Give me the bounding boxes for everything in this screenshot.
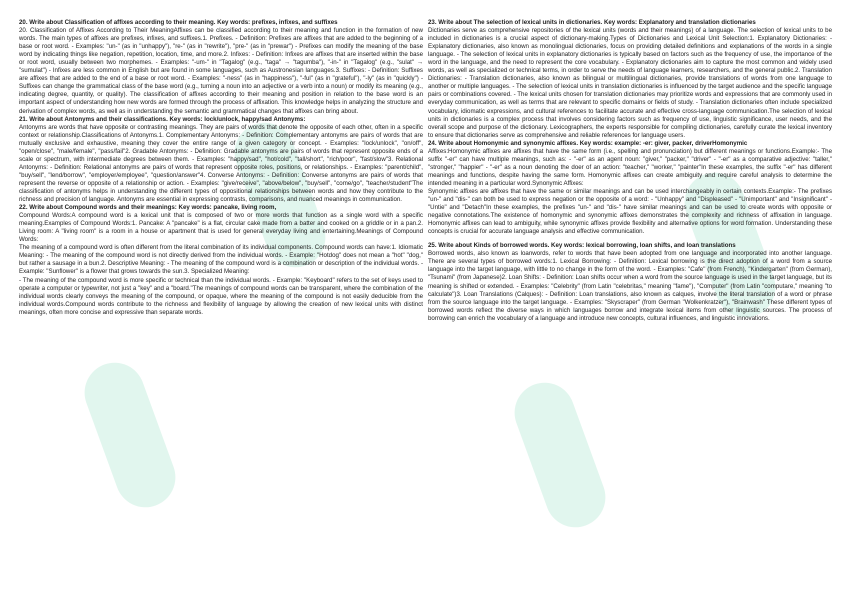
section-body: 20. Classification of Affixes According to Their MeaningAffixes can be classified according to their meaning and function in the formation of new words. The main types of affixes are prefixes, infixes, and suffixes.1. Prefixes. - Definition: Prefixes are affixes that are added to the beginning of a base or root word. - Examples: "un-" (as in "unhappy"), "re-" (as in "rewrite"), "pre-" (as in "prewar") - Prefixes can modify the meaning of the base word by indicating things like negation, repetition, location, time, and more.2. Infixes: - Definition: Infixes are affixes that are inserted within the base or root word, usually between two morphemes. - Examples: "-um-" in "Tagalog" (e.g., "taga" → "tagumba"), "-in-" in "Tagalog" (e.g., "sulat" → "sumulat") - Infixes are less common in English but are found in some languages, such as Austronesian languages.3. Suffixes: - Definition: Suffixes are affixes that are added to the end of a base or root word. - Examples: "-ness" (as in "happiness"), "-ful" (as in "grateful"), "-ly" (as in "quickly") - Suffixes can change the grammatical class of the base word (e.g., turning a noun into an adjective or a verb into a noun) or modify its meaning (e.g., indicating degree, quantity, or quality). The classification of affixes according to their meaning and position in relation to the base word is an important aspect of understanding how new words are formed through the process of affixation. This knowledge helps in analyzing the structure and derivation of complex words, as well as in understanding the semantic and grammatical changes that affixes can bring about.: [19, 27, 423, 115]
section-body: Affixes:Homonymic affixes are affixes that have the same form (i.e., spelling and pronunciation) but different meanings or functions.Example:- The suffix "-er" can have multiple meanings, such as: - "-er" as an agent noun: "giver," "packer," "driver" - "-er" as a comparative adjective: "taller," "stronger," "happier" - "-er" as a noun denoting the doer of an action: "teacher," "worker," "painter"In these examples, the suffix "-er" has different meanings and functions, despite having the same form. Homonymic affixes can create ambiguity and require careful analysis to determine the intended meaning in a particular word.Synonymic Affixes: Synonymic affixes are affixes that have the same or similar meanings and can be used interchangeably in certain contexts.Example:- The prefixes "un-" and "dis-" can both be used to express negation or the opposite of a word: - "Unhappy" and "Displeased" - "Unimportant" and "Insignificant" - "Untie" and "Detach"In these examples, the prefixes "un-" and "dis-" have similar meanings and can be used to create words with opposite or negative connotations.The existence of homonymic and synonymic affixes demonstrates the complexity and richness of affixation in language. Homonymic affixes can lead to ambiguity, while synonymic affixes provide flexibility and alternative options for word formation. Understanding these concepts is crucial for accurate language analysis and effective communication.: [428, 147, 832, 236]
section-heading: 21. Write about Antonyms and their classifications. Key words: lock/unlock, happy/sad Antonyms:: [19, 115, 306, 123]
left-column: [19, 19, 423, 317]
section-body: Dictionaries serve as comprehensive repositories of the lexical units (words and their meanings) of a language. The selection of lexical units to be included in dictionaries is a crucial aspect of dictionary-making.Types of Dictionaries and Lexical Unit Selection:1. Explanatory Dictionaries: - Explanatory dictionaries, also known as monolingual dictionaries, focus on providing detailed definitions and explanations of the words in a single language. - The selection of lexical units in explanatory dictionaries is typically based on factors such as the frequency of use, the importance of the word in the language, and the need to represent the core vocabulary. - Explanatory dictionaries aim to capture the most common and widely used words, as well as specialized or technical terms, in order to serve the needs of language learners, researchers, and the general public.2. Translation Dictionaries: - Translation dictionaries, also known as bilingual or multilingual dictionaries, provide translations of words from one language to another or multiple languages. - The selection of lexical units in translation dictionaries is influenced by the target audience and the specific language pairs or combinations covered. - The lexical units chosen for translation dictionaries may prioritize words and expressions that are commonly used in everyday communication, as well as terms that are relevant to specific domains or fields of study. - Translation dictionaries often include specialized vocabulary, idiomatic expressions, and cultural references to facilitate accurate and effective cross-language communication.The selection of lexical units in dictionaries is a complex process that involves considering factors such as frequency of use, linguistic significance, user needs, and the overall scope and purpose of the dictionary. Lexicographers, the experts responsible for compiling dictionaries, carefully curate the lexical inventory to ensure that dictionaries serve as comprehensive and reliable references for language users.: [428, 27, 832, 139]
section-22: [19, 204, 423, 317]
section-24: [428, 140, 832, 237]
section-21: [19, 116, 423, 205]
section-body: Compound Words:A compound word is a lexical unit that is composed of two or more words that function as a single word with a specific meaning.Examples of Compound Words:1. Pancake: A "pancake" is a flat, circular cake made from a batter and cooked on a griddle or in a pan.2. Living room: A "living room" is a room in a house or apartment that is used for general everyday living and entertaining.Meanings of Compound Words: The meaning of a compound word is often different from the literal combination of its individual components. Compound words can have:1. Idiomatic Meaning: - The meaning of the compound word is not directly derived from the individual words. - Example: "Hotdog" does not mean a "hot" "dog," but rather a sausage in a bun.2. Descriptive Meaning: - The meaning of the compound word is a combination or description of the individual words. - Example: "Sunflower" is a flower that grows towards the sun.3. Specialized Meaning: - The meaning of the compound word is more specific or technical than the individual words. - Example: "Keyboard" refers to the set of keys used to operate a computer or typewriter, not just a "key" and a "board."The meanings of compound words can be transparent, where the combination of the individual words clearly conveys the meaning of the compound, or opaque, where the meaning of the compound is not easily deducible from the individual words.Compound words contribute to the richness and flexibility of language by allowing the creation of new lexical units with distinct meanings, often more concise and expressive than separate words.: [19, 212, 423, 316]
section-heading: 25. Write about Kinds of borrowed words. Key words: lexical borrowing, loan shifts, and loan translations: [428, 242, 736, 250]
section-body: Borrowed words, also known as loanwords, refer to words that have been adopted from one language and incorporated into another language. There are several types of borrowed words:1. Lexical Borrowing: - Definition: Lexical borrowing is the direct adoption of a word from a source language into the target language, with little to no change in the form of the word. - Examples: "Cafe" (from French), "Kindergarten" (from German), "Tsunami" (from Japanese)2. Loan Shifts: - Definition: Loan shifts occur when a word from the source language is used in the target language, but its meaning is shifted or extended. - Examples: "Celebrity" (from Latin "celebritas," meaning "fame"), "Computer" (from Latin "computare," meaning "to calculate")3. Loan Translations (Calques): - Definition: Loan translations, also known as calques, involve the literal translation of a word or phrase from the source language into the target language. - Examples: "Skyscraper" (from German "Wolkenkratzer"), "Brainwash" These different types of borrowed words reflect the diverse ways in which languages borrow and integrate lexical items from other linguistic sources. The process of borrowing can enrich the vocabulary of a language and introduce new concepts, cultural influences, and linguistic innovations.: [428, 250, 832, 322]
watermark-shape: [506, 374, 614, 535]
section-heading: 24. Write about Homonymic and synonymic affixes. Key words: example: -er: giver, packer, driverHomonymic: [428, 139, 748, 147]
section-25: [428, 242, 832, 322]
section-20: [19, 19, 423, 116]
watermark-shape: [76, 354, 184, 515]
section-heading: 22. Write about Compound words and their meanings: Key words: pancake, living room,: [19, 204, 277, 212]
section-heading: 20. Write about Classification of affixes according to their meaning. Key words: prefixes, infixes, and suffixes: [19, 19, 338, 26]
section-body: Antonyms are words that have opposite or contrasting meanings. They are pairs of words that denote the opposite of each other, often in a specific context or relationship.Classifications of Antonyms.1. Complementary Antonyms: - Definition: Complementary antonyms are pairs of words that are mutually exclusive and exhaustive, meaning they cover the entire range of a given category or concept. - Examples: "lock/unlock", "on/off", "open/close", "male/female", "pass/fail"2. Gradable Antonyms: - Definition: Gradable antonyms are pairs of words that represent opposite ends of a scale or spectrum, with intermediate degrees between them. - Examples: "happy/sad", "hot/cold", "tall/short", "rich/poor", "fast/slow"3. Relational Antonyms: - Definition: Relational antonyms are pairs of words that represent opposite roles, positions, or relationships. - Examples: "parent/child", "buy/sell", "lend/borrow", "employer/employee", "question/answer"4. Converse Antonyms: - Definition: Converse antonyms are pairs of words that represent the reverse or opposite of a relationship or action. - Examples: "give/receive", "above/below", "buy/sell", "come/go", "teacher/student"The classification of antonyms helps in understanding the different types of oppositional relationships between words and how they contribute to the richness and precision of language. Antonyms are essential in expressing contrasts, comparisons, and nuanced meanings in communication.: [19, 123, 423, 204]
section-heading: 23. Write about The selection of lexical units in dictionaries. Key words: Explanatory and translation dictionaries: [428, 19, 756, 26]
right-column: [428, 19, 832, 323]
section-23: [428, 19, 832, 140]
